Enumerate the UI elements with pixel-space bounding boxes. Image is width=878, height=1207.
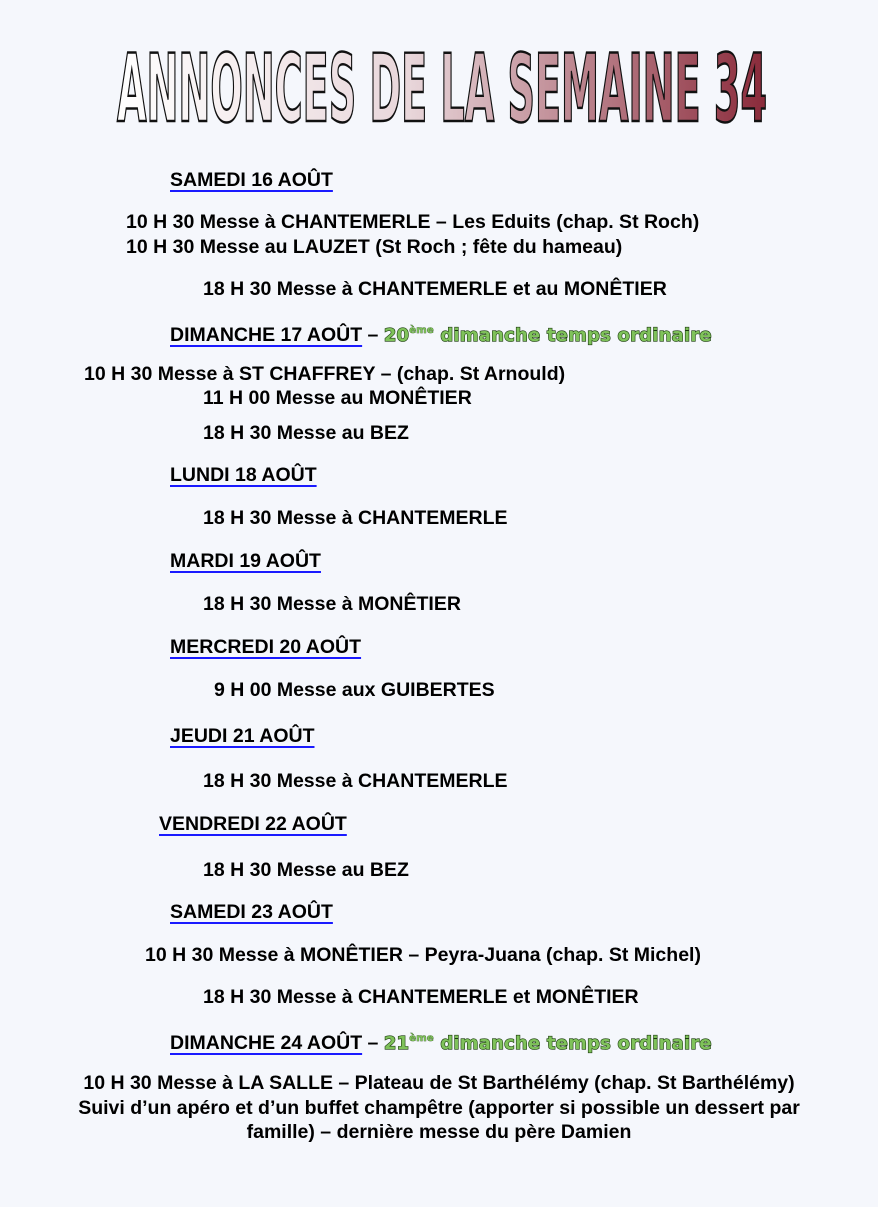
mass-note-line: Suivi d’un apéro et d’un buffet champêtre (apporter si possible un dessert par (78, 1096, 800, 1119)
mass-note-line: famille) – dernière messe du père Damien (246, 1121, 632, 1143)
mass-line: 10 H 30 Messe à CHANTEMERLE – Les Eduits (chap. St Roch) (126, 211, 700, 233)
day-heading-saturday-16: SAMEDI 16 AOÛT (170, 169, 333, 191)
day-heading-wednesday-20: MERCREDI 20 AOÛT (170, 636, 362, 658)
liturgy-ordinal: ème (409, 325, 434, 336)
final-mass-block (20, 1071, 858, 1145)
mass-line: 18 H 30 Messe à CHANTEMERLE (203, 770, 508, 792)
mass-line: 18 H 30 Messe à MONÊTIER (203, 593, 461, 615)
liturgical-label (384, 1033, 712, 1054)
day-heading-sunday-24: DIMANCHE 24 AOÛT (170, 1032, 363, 1054)
day-heading-thursday-21: JEUDI 21 AOÛT (170, 725, 315, 747)
heading-dash: – (367, 324, 379, 346)
day-heading-row-sunday-24 (170, 1027, 712, 1056)
liturgical-label (384, 325, 712, 346)
mass-line: 10 H 30 Messe à MONÊTIER – Peyra-Juana (chap. St Michel) (145, 944, 701, 966)
day-heading-sunday-17: DIMANCHE 17 AOÛT (170, 324, 363, 346)
mass-line: 18 H 30 Messe au BEZ (203, 859, 409, 881)
mass-line: 11 H 00 Messe au MONÊTIER (203, 387, 472, 409)
heading-dash: – (367, 1032, 379, 1054)
day-heading-tuesday-19: MARDI 19 AOÛT (170, 550, 321, 572)
liturgy-text: dimanche temps ordinaire (440, 1033, 712, 1054)
liturgy-number: 20 (383, 325, 410, 346)
mass-line: 18 H 30 Messe à CHANTEMERLE et au MONÊTIER (203, 278, 667, 300)
mass-line: 9 H 00 Messe aux GUIBERTES (214, 679, 495, 701)
day-heading-friday-22: VENDREDI 22 AOÛT (159, 813, 347, 835)
mass-line: 18 H 30 Messe à CHANTEMERLE (203, 507, 508, 529)
mass-line: 18 H 30 Messe au BEZ (203, 422, 409, 444)
mass-line: 10 H 30 Messe à LA SALLE – Plateau de St Barthélémy (chap. St Barthélémy) (83, 1072, 795, 1094)
liturgy-number: 21 (383, 1033, 410, 1054)
banner-wordart (112, 38, 772, 138)
mass-line: 10 H 30 Messe au LAUZET (St Roch ; fête du hameau) (126, 236, 623, 258)
day-heading-monday-18: LUNDI 18 AOÛT (170, 464, 317, 486)
banner-title (112, 38, 772, 138)
liturgy-text: dimanche temps ordinaire (440, 325, 712, 346)
day-heading-saturday-23: SAMEDI 23 AOÛT (170, 901, 333, 923)
mass-line: 10 H 30 Messe à ST CHAFFREY – (chap. St Arnould) (84, 363, 566, 385)
mass-line: 18 H 30 Messe à CHANTEMERLE et MONÊTIER (203, 986, 639, 1008)
liturgy-ordinal: ème (409, 1033, 434, 1044)
day-heading-row-sunday-17 (170, 319, 712, 348)
banner-text: ANNONCES DE LA SEMAINE 34 (116, 38, 767, 138)
